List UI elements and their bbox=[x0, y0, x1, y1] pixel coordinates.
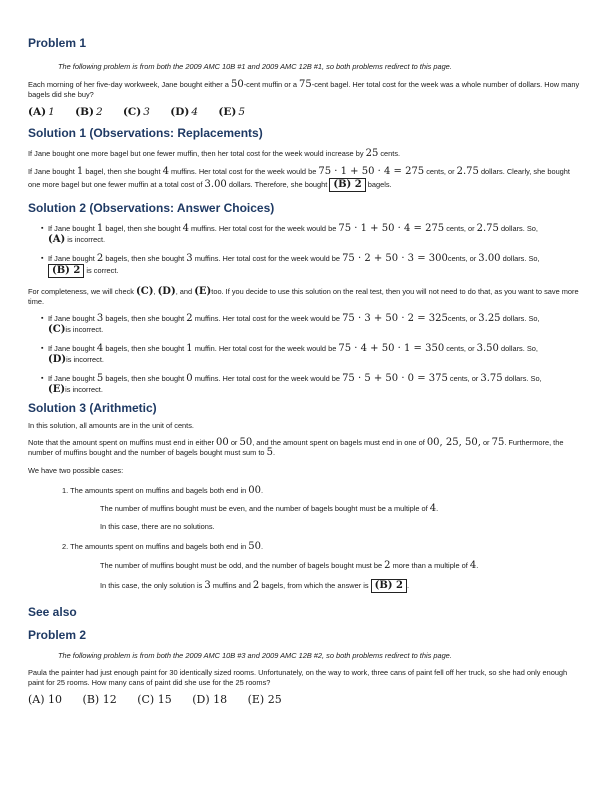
problem-2-heading: Problem 2 bbox=[28, 628, 87, 642]
choice-d: (D) 18 bbox=[192, 693, 228, 706]
choice-c: (C) 3 bbox=[122, 106, 150, 118]
case-1-result: In this case, there are no solutions. bbox=[100, 522, 215, 531]
problem-1-heading: Problem 1 bbox=[28, 36, 87, 50]
list-item: ▪ If Jane bought 5 bagels, then she bought 0 muffins. Her total cost for the week would be 75 · 5 + 50 · 0 = 375 cents, or 3.75 dollars. So, (E)is incorrect. bbox=[48, 373, 584, 395]
choice-c: (C) 15 bbox=[137, 693, 172, 706]
solution-2-heading: Solution 2 (Observations: Answer Choices) bbox=[28, 201, 275, 215]
case-2: 2. The amounts spent on muffins and bagels both end in 50. The number of muffins bought must be odd, and the number of bagels bought must be 2 more than a multiple of 4. In this case, the only solution is 3 muffins and 2 bagels, from which the answer is (B) 2 . bbox=[62, 541, 584, 593]
problem-1-text: Each morning of her five-day workweek, Jane bought either a 50-cent muffin or a 75-cent bagel. Her total cost for the week was a whole number of dollars. How many bagels did she buy? bbox=[28, 79, 580, 99]
case-2-detail: The number of muffins bought must be odd, and the number of bagels bought must be 2 more than a multiple of 4. bbox=[100, 560, 479, 571]
solution-3-cases bbox=[28, 485, 584, 593]
problem-2-answer-choices bbox=[28, 693, 584, 707]
solution-1-para-1: If Jane bought one more bagel but one fewer muffin, then her total cost for the week would increase by 25 cents. bbox=[28, 148, 401, 159]
choice-b: (B) 2 bbox=[75, 106, 103, 118]
list-item: ▪ If Jane bought 2 bagels, then she bought 3 muffins. Her total cost for the week would be 75 · 2 + 50 · 3 = 300cents, or 3.00 dollars. So, (B) 2 is correct. bbox=[48, 253, 584, 278]
problem-2-text: Paula the painter had just enough paint for 30 identically sized rooms. Unfortunately, on the way to work, three cans of paint fell off her truck, so she had only enough paint for 25 rooms. How many cans of paint did she use for the 25 rooms? bbox=[28, 668, 568, 687]
solution-1-para-2: If Jane bought 1 bagel, then she bought 4 muffins. Her total cost for the week would be 75 · 1 + 50 · 4 = 275 cents, or 2.75 dollars. Clearly, she bought one more bagel but one fewer muffin at a total cost of 3.00 dollars. Therefore, she bought (B) 2 bagels. bbox=[28, 166, 570, 190]
list-item: ▪ If Jane bought 3 bagels, then she bought 2 muffins. Her total cost for the week would be 75 · 3 + 50 · 2 = 325cents, or 3.25 dollars. So, (C)is incorrect. bbox=[48, 313, 584, 335]
solution-3-para-1: In this solution, all amounts are in the unit of cents. bbox=[28, 421, 194, 430]
answer-box: (B) 2 bbox=[329, 178, 365, 192]
solution-2-list-bottom bbox=[28, 313, 584, 395]
solution-3-para-2: Note that the amount spent on muffins must end in either 00 or 50, and the amount spent on bagels must end in one of 00, 25, 50, or 75. Furthermore, the number of muffins bought and the number of bagels bought must sum to 5. bbox=[28, 437, 564, 458]
list-item: ▪ If Jane bought 4 bagels, then she bought 1 muffin. Her total cost for the week would be 75 · 4 + 50 · 1 = 350 cents, or 3.50 dollars. So, (D)is incorrect. bbox=[48, 343, 584, 365]
problem-1-answer-choices bbox=[28, 105, 584, 119]
solution-2-list-top bbox=[28, 223, 584, 278]
case-1-detail: The number of muffins bought must be even, and the number of bagels bought must be a multiple of 4. bbox=[100, 503, 439, 514]
choice-b: (B) 12 bbox=[82, 693, 117, 706]
choice-d: (D) 4 bbox=[170, 106, 199, 118]
problem-1-redirect-note: The following problem is from both the 2009 AMC 10B #1 and 2009 AMC 12B #1, so both problems redirect to this page. bbox=[58, 62, 452, 71]
article bbox=[28, 36, 584, 707]
choice-a: (A) 1 bbox=[28, 106, 55, 118]
solution-2-completeness-para: For completeness, we will check (C), (D), and (E)too. If you decide to use this solution on the real test, then you will not need to do that, as you want to save more time. bbox=[28, 286, 579, 306]
solution-3-heading: Solution 3 (Arithmetic) bbox=[28, 401, 157, 415]
case-2-result: In this case, the only solution is 3 muffins and 2 bagels, from which the answer is (B) 2 . bbox=[100, 580, 410, 591]
list-item: ▪ If Jane bought 1 bagel, then she bought 4 muffins. Her total cost for the week would be 75 · 1 + 50 · 4 = 275 cents, or 2.75 dollars. So, (A) is incorrect. bbox=[48, 223, 584, 245]
choice-e: (E) 25 bbox=[247, 693, 282, 706]
solution-1-heading: Solution 1 (Observations: Replacements) bbox=[28, 126, 263, 140]
case-1: 1. The amounts spent on muffins and bagels both end in 00. The number of muffins bought must be even, and the number of bagels bought must be a multiple of 4. In this case, there are no solutions. bbox=[62, 485, 584, 532]
answer-box: (B) 2 bbox=[371, 579, 407, 593]
answer-box: (B) 2 bbox=[48, 264, 84, 278]
choice-a: (A) 10 bbox=[28, 693, 63, 706]
problem-2-redirect-note: The following problem is from both the 2009 AMC 10B #3 and 2009 AMC 12B #2, so both problems redirect to this page. bbox=[58, 651, 452, 660]
solution-3-para-3: We have two possible cases: bbox=[28, 466, 124, 475]
choice-e: (E) 5 bbox=[218, 106, 246, 118]
see-also-heading: See also bbox=[28, 605, 77, 619]
